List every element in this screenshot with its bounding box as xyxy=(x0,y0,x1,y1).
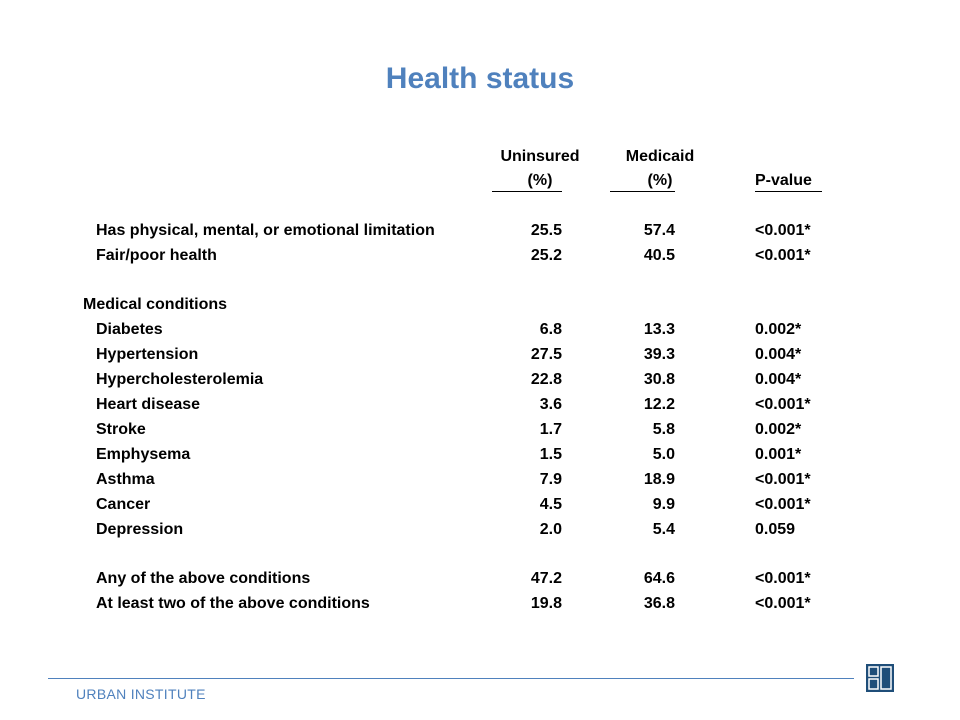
cell-pvalue: <0.001* xyxy=(755,247,811,264)
cell-uninsured: 4.5 xyxy=(539,496,562,513)
table-row xyxy=(0,421,960,443)
header-medicaid xyxy=(600,148,720,166)
cell-pvalue: <0.001* xyxy=(755,222,811,239)
cell-medicaid: 30.8 xyxy=(643,371,675,388)
table-row xyxy=(0,296,960,318)
row-label: Asthma xyxy=(96,471,155,488)
row-label: Fair/poor health xyxy=(96,247,217,264)
cell-pvalue: 0.002* xyxy=(755,421,802,438)
row-label: At least two of the above conditions xyxy=(96,595,370,612)
cell-uninsured: 7.9 xyxy=(539,471,562,488)
cell-medicaid: 40.5 xyxy=(643,247,675,264)
cell-uninsured: 22.8 xyxy=(530,371,562,388)
cell-medicaid: 39.3 xyxy=(643,346,675,363)
cell-uninsured: 47.2 xyxy=(530,570,562,587)
header-pvalue xyxy=(755,172,812,190)
cell-uninsured: 25.2 xyxy=(530,247,562,264)
urban-institute-logo-icon xyxy=(866,664,894,692)
row-label: Cancer xyxy=(96,496,151,513)
table-row xyxy=(0,346,960,368)
header-underline-pvalue xyxy=(755,191,822,192)
cell-pvalue: <0.001* xyxy=(755,496,811,513)
cell-uninsured: 27.5 xyxy=(530,346,562,363)
table-row xyxy=(0,446,960,468)
cell-uninsured: 1.5 xyxy=(539,446,562,463)
header-uninsured-line1: Uninsured xyxy=(500,148,580,165)
table-row xyxy=(0,570,960,592)
cell-medicaid: 36.8 xyxy=(643,595,675,612)
cell-uninsured: 1.7 xyxy=(539,421,562,438)
cell-pvalue: <0.001* xyxy=(755,471,811,488)
table-row xyxy=(0,471,960,493)
table-row xyxy=(0,595,960,617)
footer-divider xyxy=(48,678,854,679)
cell-uninsured: 19.8 xyxy=(530,595,562,612)
header-medicaid-line1: Medicaid xyxy=(625,148,695,165)
row-label: Heart disease xyxy=(96,396,201,413)
table-row xyxy=(0,496,960,518)
row-label: Any of the above conditions xyxy=(96,570,311,587)
cell-medicaid: 5.8 xyxy=(652,421,675,438)
header-uninsured xyxy=(480,148,600,166)
row-label: Hypertension xyxy=(96,346,199,363)
cell-medicaid: 5.0 xyxy=(652,446,675,463)
table-row xyxy=(0,321,960,343)
table-row xyxy=(0,371,960,393)
cell-pvalue: 0.004* xyxy=(755,346,802,363)
cell-uninsured: 3.6 xyxy=(539,396,562,413)
row-label: Emphysema xyxy=(96,446,191,463)
header-pvalue-label: P-value xyxy=(755,172,812,189)
row-label: Has physical, mental, or emotional limitation xyxy=(96,222,435,239)
header-uninsured-unit xyxy=(480,172,600,190)
cell-medicaid: 64.6 xyxy=(643,570,675,587)
header-medicaid-unit xyxy=(600,172,720,190)
cell-medicaid: 9.9 xyxy=(652,496,675,513)
cell-uninsured: 25.5 xyxy=(530,222,562,239)
table-row xyxy=(0,222,960,244)
header-uninsured-line2: (%) xyxy=(527,172,553,189)
cell-pvalue: <0.001* xyxy=(755,570,811,587)
cell-medicaid: 5.4 xyxy=(652,521,675,538)
header-underline-medicaid xyxy=(610,191,675,192)
table-row xyxy=(0,521,960,543)
cell-medicaid: 18.9 xyxy=(643,471,675,488)
cell-pvalue: 0.059 xyxy=(755,521,796,538)
section-heading: Medical conditions xyxy=(83,296,228,313)
header-underline-uninsured xyxy=(492,191,562,192)
table-row xyxy=(0,247,960,269)
row-label: Diabetes xyxy=(96,321,163,338)
footer-brand: URBAN INSTITUTE xyxy=(76,686,206,702)
cell-pvalue: 0.001* xyxy=(755,446,802,463)
cell-medicaid: 13.3 xyxy=(643,321,675,338)
table-row xyxy=(0,396,960,418)
row-label: Depression xyxy=(96,521,184,538)
cell-pvalue: 0.002* xyxy=(755,321,802,338)
cell-uninsured: 2.0 xyxy=(539,521,562,538)
cell-pvalue: <0.001* xyxy=(755,595,811,612)
header-medicaid-line2: (%) xyxy=(647,172,673,189)
row-label: Stroke xyxy=(96,421,146,438)
cell-pvalue: 0.004* xyxy=(755,371,802,388)
cell-uninsured: 6.8 xyxy=(539,321,562,338)
cell-medicaid: 57.4 xyxy=(643,222,675,239)
row-label: Hypercholesterolemia xyxy=(96,371,264,388)
cell-pvalue: <0.001* xyxy=(755,396,811,413)
slide-title: Health status xyxy=(385,62,575,95)
cell-medicaid: 12.2 xyxy=(643,396,675,413)
